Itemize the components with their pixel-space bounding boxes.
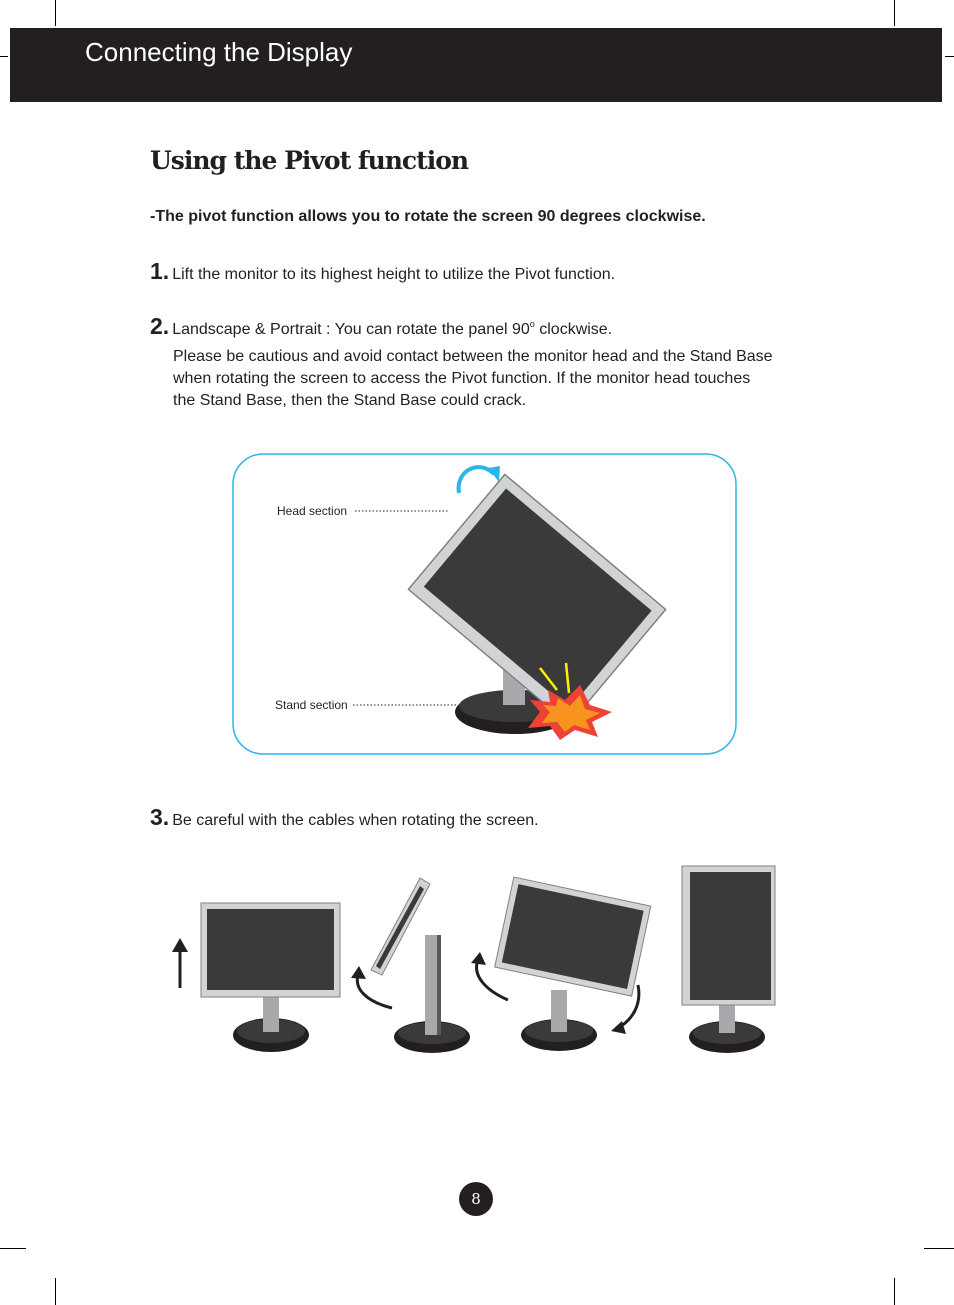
rotate-up-arrow-head-icon — [471, 952, 486, 965]
step-number: 3. — [150, 804, 170, 830]
up-arrow-icon — [172, 938, 188, 952]
tilt-arrow-head-icon — [351, 966, 366, 979]
intro-text: -The pivot function allows you to rotate the screen 90 degrees clockwise. — [150, 208, 706, 225]
step-text: Lift the monitor to its highest height to utilize the Pivot function. — [172, 266, 616, 283]
step-number: 1. — [150, 258, 170, 284]
step-2-caution-text: Please be cautious and avoid contact between the monitor head and the Stand Base when rotating the screen to access the Pivot function. If the monitor head touches the Stand Base, then the Stand Base could crack. — [173, 348, 773, 409]
monitor-portrait — [682, 866, 775, 1053]
section-title: Using the Pivot function — [150, 146, 469, 175]
monitor-rotating — [495, 877, 651, 1051]
step-number: 2. — [150, 313, 170, 339]
step-text: Landscape & Portrait : You can rotate the panel 90 — [172, 321, 530, 338]
step-text: Be careful with the cables when rotating the screen. — [172, 812, 539, 829]
step-text-end: clockwise. — [534, 321, 613, 338]
tilt-arrow-icon — [357, 975, 392, 1008]
page-header-title: Connecting the Display — [85, 37, 353, 67]
stand-section-label: Stand section — [275, 698, 348, 712]
head-section-label: Head section — [277, 504, 348, 518]
monitor-landscape-raised — [201, 903, 340, 1052]
page-number: 8 — [459, 1182, 493, 1216]
monitor-tilted-back — [371, 878, 470, 1053]
degree-mark: o — [529, 319, 535, 329]
